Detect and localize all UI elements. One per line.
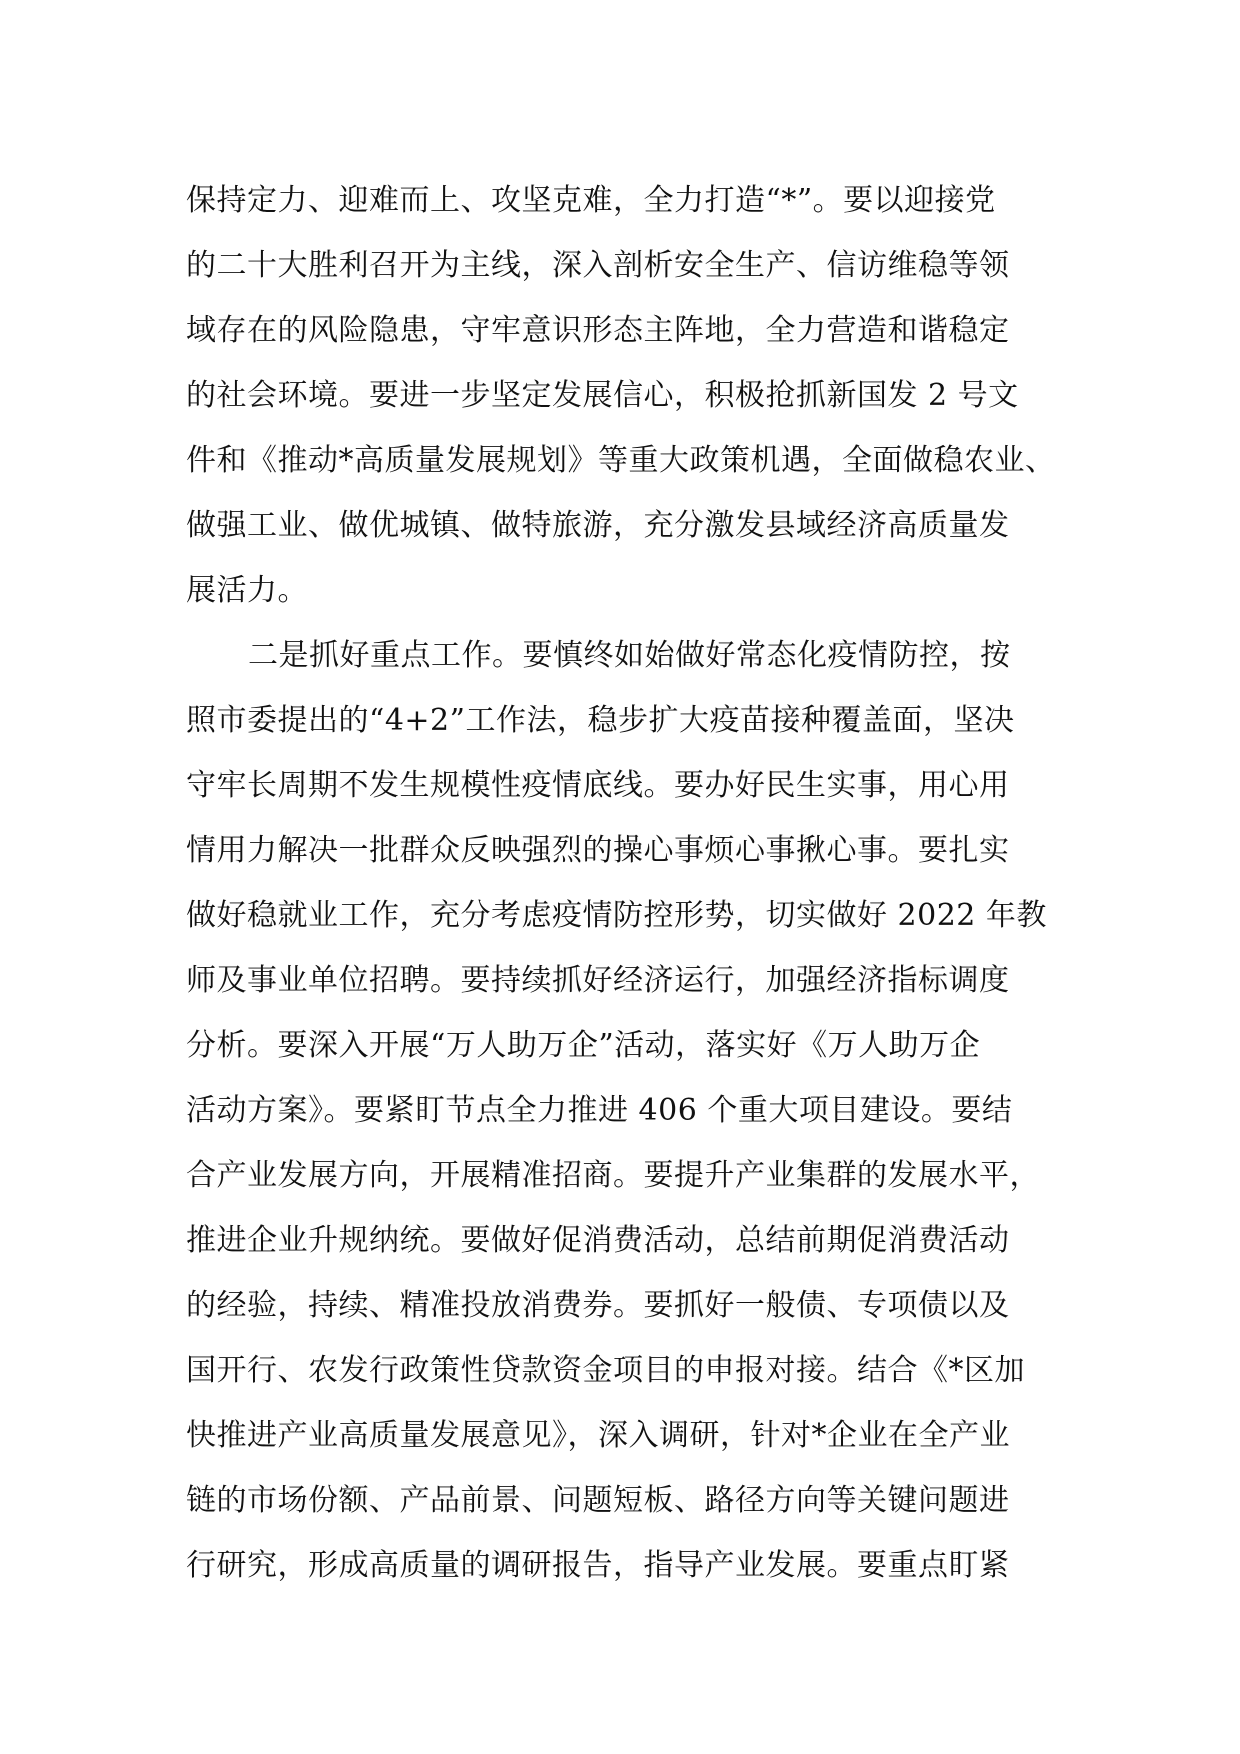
text-line: 二是抓好重点工作。要慎终如始做好常态化疫情防控，按 xyxy=(248,638,1011,673)
text-line: 快推进产业高质量发展意见》，深入调研，针对*企业在全产业 xyxy=(186,1418,1010,1453)
text-line: 合产业发展方向，开展精准招商。要提升产业集群的发展水平， xyxy=(186,1158,1040,1193)
text-line: 域存在的风险隐患，守牢意识形态主阵地，全力营造和谐稳定 xyxy=(186,313,1010,348)
text-line: 国开行、农发行政策性贷款资金项目的申报对接。结合《*区加 xyxy=(186,1353,1025,1388)
text-line: 的二十大胜利召开为主线，深入剖析安全生产、信访维稳等领 xyxy=(186,248,1010,283)
text-line: 守牢长周期不发生规模性疫情底线。要办好民生实事，用心用 xyxy=(186,768,1010,803)
text-line: 的经验，持续、精准投放消费券。要抓好一般债、专项债以及 xyxy=(186,1288,1010,1323)
text-line: 做好稳就业工作，充分考虑疫情防控形势，切实做好 2022 年教 xyxy=(186,898,1047,933)
text-line: 保持定力、迎难而上、攻坚克难，全力打造“*”。要以迎接党 xyxy=(186,183,996,218)
text-line: 分析。要深入开展“万人助万企”活动，落实好《万人助万企 xyxy=(186,1028,981,1063)
text-line: 照市委提出的“4+2”工作法，稳步扩大疫苗接种覆盖面，坚决 xyxy=(186,703,1015,738)
text-line: 活动方案》。要紧盯节点全力推进 406 个重大项目建设。要结 xyxy=(186,1093,1013,1128)
text-line: 行研究，形成高质量的调研报告，指导产业发展。要重点盯紧 xyxy=(186,1548,1010,1583)
text-line: 情用力解决一批群众反映强烈的操心事烦心事揪心事。要扎实 xyxy=(186,833,1010,868)
text-line: 师及事业单位招聘。要持续抓好经济运行，加强经济指标调度 xyxy=(186,963,1010,998)
text-line: 推进企业升规纳统。要做好促消费活动，总结前期促消费活动 xyxy=(186,1223,1010,1258)
text-line: 展活力。 xyxy=(186,573,308,608)
document-body xyxy=(186,168,1076,1598)
paragraph-2 xyxy=(186,623,1076,1598)
text-line: 链的市场份额、产品前景、问题短板、路径方向等关键问题进 xyxy=(186,1483,1010,1518)
paragraph-1 xyxy=(186,168,1076,623)
text-line: 件和《推动*高质量发展规划》等重大政策机遇，全面做稳农业、 xyxy=(186,443,1056,478)
text-line: 的社会环境。要进一步坚定发展信心，积极抢抓新国发 2 号文 xyxy=(186,378,1019,413)
text-line: 做强工业、做优城镇、做特旅游，充分激发县域经济高质量发 xyxy=(186,508,1010,543)
